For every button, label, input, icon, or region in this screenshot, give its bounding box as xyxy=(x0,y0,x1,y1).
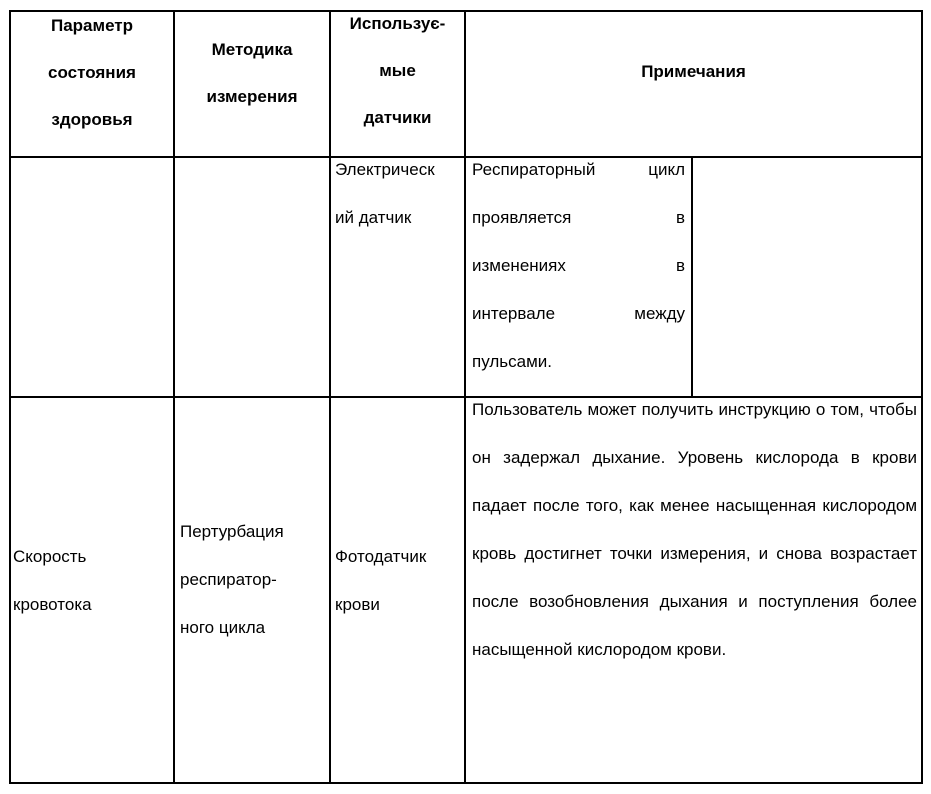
header-text: Использує- xyxy=(336,0,459,47)
cell-text: кровотока xyxy=(13,581,168,629)
sensor-cell xyxy=(331,533,464,629)
header-text: Параметр xyxy=(16,2,168,49)
cell-text: крови xyxy=(335,581,459,629)
cell-text: Пертурбация xyxy=(180,508,324,556)
cell-text: проявляется xyxy=(472,194,571,242)
method-cell xyxy=(175,508,329,652)
cell-text: ного цикла xyxy=(180,604,324,652)
cell-text: между xyxy=(634,290,685,338)
header-text: состояния xyxy=(16,49,168,96)
sensor-cell xyxy=(331,146,464,242)
cell-text: Фотодатчик xyxy=(335,533,459,581)
cell-text: в xyxy=(676,242,685,290)
header-text: измерения xyxy=(180,73,324,120)
header-method xyxy=(175,26,329,120)
header-text: Методика xyxy=(180,26,324,73)
header-text: мые xyxy=(336,47,459,94)
header-sensors xyxy=(331,0,464,141)
cell-text: Электрическ xyxy=(335,146,459,194)
cell-text: ий датчик xyxy=(335,194,459,242)
cell-text: изменениях xyxy=(472,242,566,290)
cell-text: в xyxy=(676,194,685,242)
header-notes: Примечания xyxy=(466,48,921,95)
header-text: здоровья xyxy=(16,96,168,143)
cell-text: Скорость xyxy=(13,533,168,581)
note-cell xyxy=(466,146,691,386)
cell-text: Респираторный xyxy=(472,146,595,194)
parameter-cell xyxy=(11,533,173,629)
cell-text: цикл xyxy=(648,146,685,194)
cell-text: интервале xyxy=(472,290,555,338)
cell-text: респиратор- xyxy=(180,556,324,604)
cell-text: пульсами. xyxy=(472,338,552,386)
note-cell: Пользователь может получить инструкцию о том, чтобы он задержал дыхание. Уровень кислорода в крови падает после того, как менее насыщенная кислородом кровь достигнет точки измерения, и снова возрастает после возобновления дыхания и поступления более насыщенной кислородом крови. xyxy=(466,386,921,674)
header-parameter xyxy=(11,2,173,143)
header-text: датчики xyxy=(336,94,459,141)
